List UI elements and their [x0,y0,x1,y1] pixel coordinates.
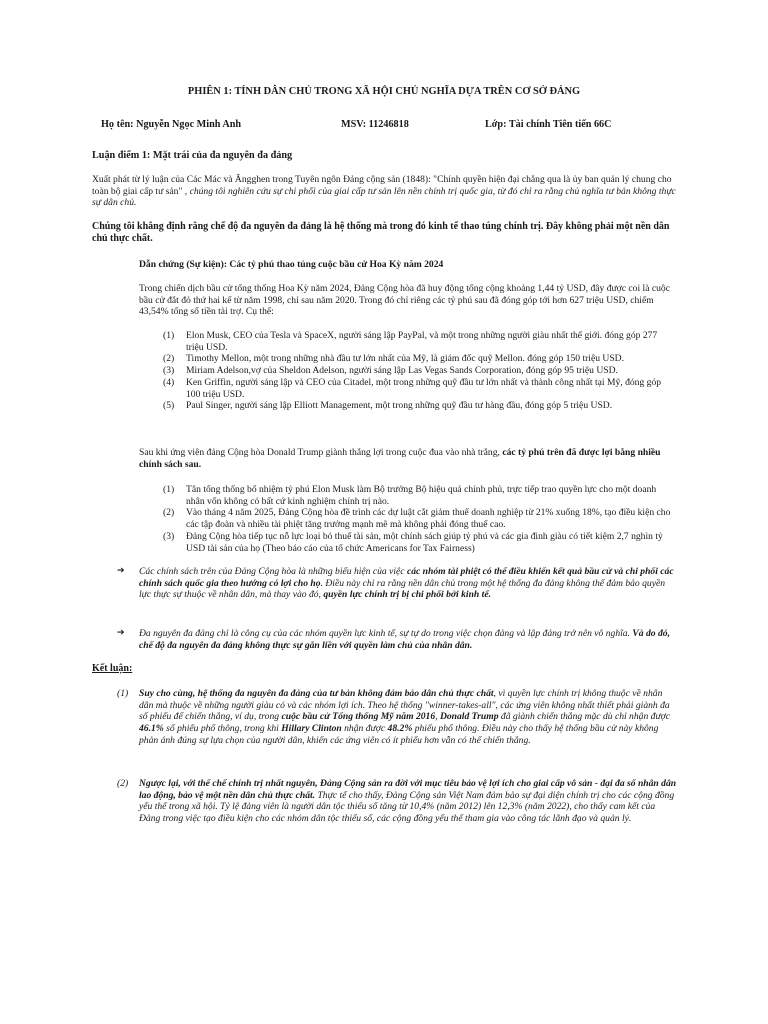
policy-item [163,507,676,530]
donor-text: Ken Griffin, người sáng lập và CEO của Citadel, một trong những quỹ đầu tư lớn nhất và thành công nhất tại Mỹ, đóng góp 100 triệu USD. [186,376,662,400]
intro-conclusion: , chúng tôi nghiên cứu sự chi phối của giai cấp tư sản lên nền chính trị quốc gia, từ đó chỉ ra rằng chủ nghĩa tư bản không thực sự dân chủ. [92,185,676,209]
conclusion-point-2-text [139,778,677,825]
conclusion1-part: phiếu phổ thông. Điều này cho thấy hệ thống bầu cử này không phản ánh đúng sự lựa chọn của người dân, khiến các ứng viên có ít phiếu hơn vẫn có thể chiến thắng. [139,723,659,746]
donor-item [163,365,676,377]
list-number: (2) [163,507,175,519]
list-number: (1) [117,688,129,699]
intro-paragraph [92,174,680,209]
conclusion1-part: số phiếu phổ thông, trong khi [163,723,282,735]
list-number: (3) [163,365,175,377]
after-win-emphasis: các tỷ phú trên đã được lợi bằng nhiều chính sách sau. [139,447,661,470]
evidence-heading: Dẫn chứng (Sự kiện): Các tỷ phú thao túng cuộc bầu cử Hoa Kỳ năm 2024 [139,259,444,270]
point1-heading: Luận điểm 1: Mặt trái của đa nguyên đa đảng [92,150,293,161]
donor-text: Miriam Adelson,vợ của Sheldon Adelson, người sáng lập Las Vegas Sands Corporation, đóng góp 95 triệu USD. [186,365,618,377]
arrow1-part: Các chính sách trên của Đảng Cộng hòa là những biểu hiện của việc [139,566,407,577]
list-number: (2) [117,778,129,789]
list-number: (1) [163,484,175,495]
arrow1-part: . Điều này chỉ ra rằng nền dân chủ trong một hệ thống đa đảng không thể đảm bảo quyền lực thực sự thuộc về nhân dân, mà thay vào đó, [139,577,666,601]
donor-text: Paul Singer, người sáng lập Elliott Management, một trong những quỹ đầu tư hàng đầu, đóng góp 5 triệu USD. [186,400,613,412]
student-class: Lớp: Tài chính Tiên tiến 66C [485,119,612,130]
conclusion1-part: đã giành chiến thắng mặc dù chỉ nhận được [498,711,671,723]
policy-list [163,484,676,554]
conclusion1-part: cuộc bầu cử Tổng thống Mỹ năm 2016 [281,711,436,723]
conclusion1-part: Donald Trump [439,711,499,723]
arrow-point-2 [117,628,677,651]
document-title: PHIÊN 1: TÍNH DÂN CHỦ TRONG XÃ HỘI CHỦ NGHĨA DỰA TRÊN CƠ SỞ ĐẢNG [187,86,581,97]
evidence-intro: Trong chiến dịch bầu cử tổng thống Hoa Kỳ năm 2024, Đảng Cộng hòa đã huy động tổng cộng khoảng 1,44 tỷ USD, đây được coi là cuộc bầu cử đắt đỏ thứ hai kể từ năm 1998, chỉ sau năm 2020. Trong đó chỉ riêng các tỷ phú sau đã đóng góp tới hơn 627 triệu USD, chiếm 43,54% tổng số tiền tài trợ. Cụ thể: [139,283,670,318]
arrow2-emphasis: Và do đó, chế độ đa nguyên đa đảng không thực sự gắn liền với quyền làm chủ của nhân dân. [139,628,670,651]
list-number: (2) [163,353,175,365]
arrow-icon: ➔ [117,628,125,638]
donor-item [163,353,676,365]
conclusion2-emphasis: Ngược lại, với thể chế chính trị nhất nguyên, Đảng Cộng sản ra đời với mục tiêu bảo vệ lợi ích cho giai cấp vô sản - đại đa số nhân dân lao động, bảo vệ một nền dân chủ thực chất. [139,778,677,801]
arrow-point-1-text [139,566,677,601]
donor-item [163,330,676,353]
donor-text: Timothy Mellon, một trong những nhà đầu tư lớn nhất của Mỹ, là giám đốc quỹ Mellon. đóng góp 150 triệu USD. [186,353,625,365]
conclusion1-part: 48.2% [387,723,413,735]
conclusion1-part: Hillary Clinton [281,723,342,735]
policy-item [163,531,676,554]
list-number: (5) [163,400,175,412]
conclusion2-part: Thực tế cho thấy, Đảng Cộng sản Việt Nam đảm bảo sự đại diện chính trị cho các cộng đồng yếu thế trong xã hội. Tỷ lệ đảng viên là người dân tộc thiểu số tăng từ 10,4% (năm 2012) lên 12,3% (năm 2022), cho thấy cam kết của Đảng trong việc tạo điều kiện cho các nhóm dân tộc thiểu số, các cộng đồng yếu thế tham gia vào công tác lãnh đạo và quản lý. [139,789,675,825]
conclusion1-part: Suy cho cùng, hệ thống đa nguyên đa đảng của tư bản không đảm bảo dân chủ thực chất [139,688,494,699]
policy-item [163,484,676,507]
policy-text: Đảng Cộng hòa tiếp tục nỗ lực loại bỏ thuế tài sản, một chính sách giúp tỷ phú và các gia đình giàu có tiết kiệm 2,7 nghìn tỷ USD tài sản của họ (Theo báo cáo của tổ chức Americans for Tax Fairness) [186,530,663,554]
policy-text: Tân tổng thống bổ nhiệm tỷ phú Elon Musk làm Bộ trưởng Bộ hiệu quả chính phủ, trực tiếp trao quyền lực cho một doanh nhân vốn không có bất cứ kinh nghiệm chính trị nào. [186,484,657,507]
after-win-paragraph [139,447,679,470]
arrow-point-2-text [139,628,677,651]
arrow-point-1 [117,566,677,601]
arrow2-part: Đa nguyên đa đảng chỉ là công cụ của các nhóm quyền lực kinh tế, sự tự do trong việc chọn đảng và lập đảng trở nên vô nghĩa. [139,628,633,639]
conclusion1-part: nhận được [341,723,388,735]
conclusion-heading: Kết luận: [92,663,133,674]
after-win-text: Sau khi ứng viên đảng Cộng hòa Donald Trump giành thắng lợi trong cuộc đua vào nhà trắng, [139,447,503,458]
arrow1-emphasis: quyền lực chính trị bị chi phối bởi kinh tế. [323,589,491,601]
arrow-icon: ➔ [117,566,125,576]
list-number: (1) [163,330,175,341]
conclusion1-part: , vì quyền lực chính trị không thuộc về nhân dân mà thuộc về những người giàu có và các nhóm lợi ích. Theo hệ thống "winner-takes-all", các ứng viên không nhất thiết phải giành đa số phiếu để chiến thắng, ví dụ, trong [139,688,670,723]
list-number: (3) [163,530,175,542]
conclusion-point-1-text [139,688,677,747]
conclusion-point-2 [117,778,677,825]
intro-quote: Xuất phát từ lý luận của Các Mác và Ăngghen trong Tuyên ngôn Đảng cộng sản (1848): "Chính quyền hiện đại chẳng qua là ủy ban quản lý chung cho toàn bộ giai cấp tư sản" [92,174,672,197]
arrow1-emphasis: các nhóm tài phiệt có thể điều khiển kết quả bầu cử và chi phối các chính sách quốc gia theo hướng có lợi cho họ [139,566,674,589]
donor-text: Elon Musk, CEO của Tesla và SpaceX, người sáng lập PayPal, và một trong những người giàu nhất thế giới. đóng góp 277 triệu USD. [186,330,658,353]
conclusion1-part: 46.1% [139,723,164,735]
donor-item [163,400,676,412]
student-id: MSV: 11246818 [341,119,409,130]
donor-list [163,330,676,412]
list-number: (4) [163,376,175,388]
student-name: Họ tên: Nguyễn Ngọc Minh Anh [101,119,242,130]
conclusion1-part: , [435,711,440,723]
policy-text: Vào tháng 4 năm 2025, Đảng Cộng hòa đề trình các dự luật cắt giảm thuế doanh nghiệp từ 21% xuống 18%, tạo điều kiện cho các tập đoàn và nhiều tài phiệt tăng trưởng mạnh mẽ mà không phải đóng thuế cao. [186,507,671,531]
main-claim: Chúng tôi khẳng định rằng chế độ đa nguyên đa đảng là hệ thống mà trong đó kinh tế thao túng chính trị. Đây không phải một nền dân chủ thực chất. [92,221,670,245]
conclusion-point-1 [117,688,677,747]
donor-item [163,377,676,400]
